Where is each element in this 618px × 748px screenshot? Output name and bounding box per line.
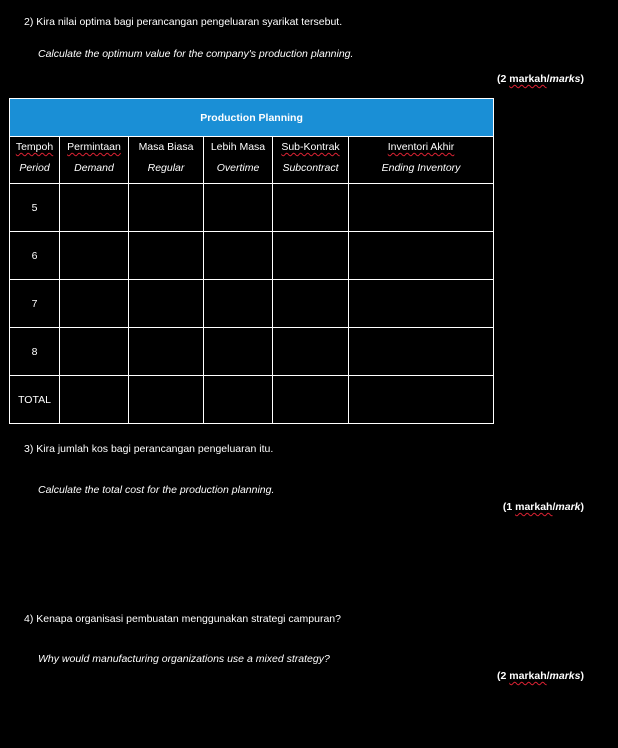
column-header-subcontract: Sub-Kontrak Subcontract — [273, 137, 349, 184]
regular-cell[interactable] — [129, 376, 204, 424]
regular-cell[interactable] — [129, 280, 204, 328]
overtime-cell[interactable] — [204, 232, 273, 280]
q2-marks: (2 markah/marks) — [497, 73, 584, 85]
subcontract-cell[interactable] — [273, 184, 349, 232]
regular-cell[interactable] — [129, 328, 204, 376]
subcontract-cell[interactable] — [273, 232, 349, 280]
period-cell: 6 — [10, 232, 60, 280]
q4-translation: Why would manufacturing organizations use a mixed strategy? — [38, 653, 330, 665]
ending-inventory-cell[interactable] — [349, 328, 494, 376]
table-header-row — [10, 137, 494, 184]
demand-cell[interactable] — [60, 232, 129, 280]
column-header-demand: Permintaan Demand — [60, 137, 129, 184]
table-title: Production Planning — [10, 99, 494, 137]
column-header-overtime: Lebih Masa Overtime — [204, 137, 273, 184]
ending-inventory-cell[interactable] — [349, 232, 494, 280]
overtime-cell[interactable] — [204, 280, 273, 328]
regular-cell[interactable] — [129, 232, 204, 280]
q2-translation: Calculate the optimum value for the company's production planning. — [38, 48, 354, 60]
column-header-period: Tempoh Period — [10, 137, 60, 184]
period-cell: 8 — [10, 328, 60, 376]
subcontract-cell[interactable] — [273, 328, 349, 376]
demand-cell[interactable] — [60, 184, 129, 232]
overtime-cell[interactable] — [204, 184, 273, 232]
q3-marks: (1 markah/mark) — [502, 501, 584, 513]
period-cell: 5 — [10, 184, 60, 232]
production-planning-table — [9, 98, 494, 424]
demand-cell[interactable] — [60, 328, 129, 376]
q3-translation: Calculate the total cost for the production planning. — [38, 484, 275, 496]
period-cell: 7 — [10, 280, 60, 328]
subcontract-cell[interactable] — [273, 280, 349, 328]
column-header-regular: Masa Biasa Regular — [129, 137, 204, 184]
demand-cell[interactable] — [60, 376, 129, 424]
total-label-cell: TOTAL — [10, 376, 60, 424]
table-row — [10, 280, 494, 328]
table-row — [10, 328, 494, 376]
q4-marks: (2 markah/marks) — [497, 670, 584, 682]
q2-question: 2) Kira nilai optima bagi perancangan pengeluaran syarikat tersebut. — [24, 16, 343, 28]
table-row — [10, 232, 494, 280]
demand-cell[interactable] — [60, 280, 129, 328]
overtime-cell[interactable] — [204, 328, 273, 376]
subcontract-cell[interactable] — [273, 376, 349, 424]
q4-question: 4) Kenapa organisasi pembuatan menggunakan strategi campuran? — [24, 613, 341, 625]
overtime-cell[interactable] — [204, 376, 273, 424]
table-row — [10, 184, 494, 232]
regular-cell[interactable] — [129, 184, 204, 232]
q3-question: 3) Kira jumlah kos bagi perancangan pengeluaran itu. — [24, 443, 274, 455]
ending-inventory-cell[interactable] — [349, 280, 494, 328]
column-header-ending-inventory: Inventori Akhir Ending Inventory — [349, 137, 494, 184]
table-row-total — [10, 376, 494, 424]
ending-inventory-cell[interactable] — [349, 184, 494, 232]
ending-inventory-cell[interactable] — [349, 376, 494, 424]
